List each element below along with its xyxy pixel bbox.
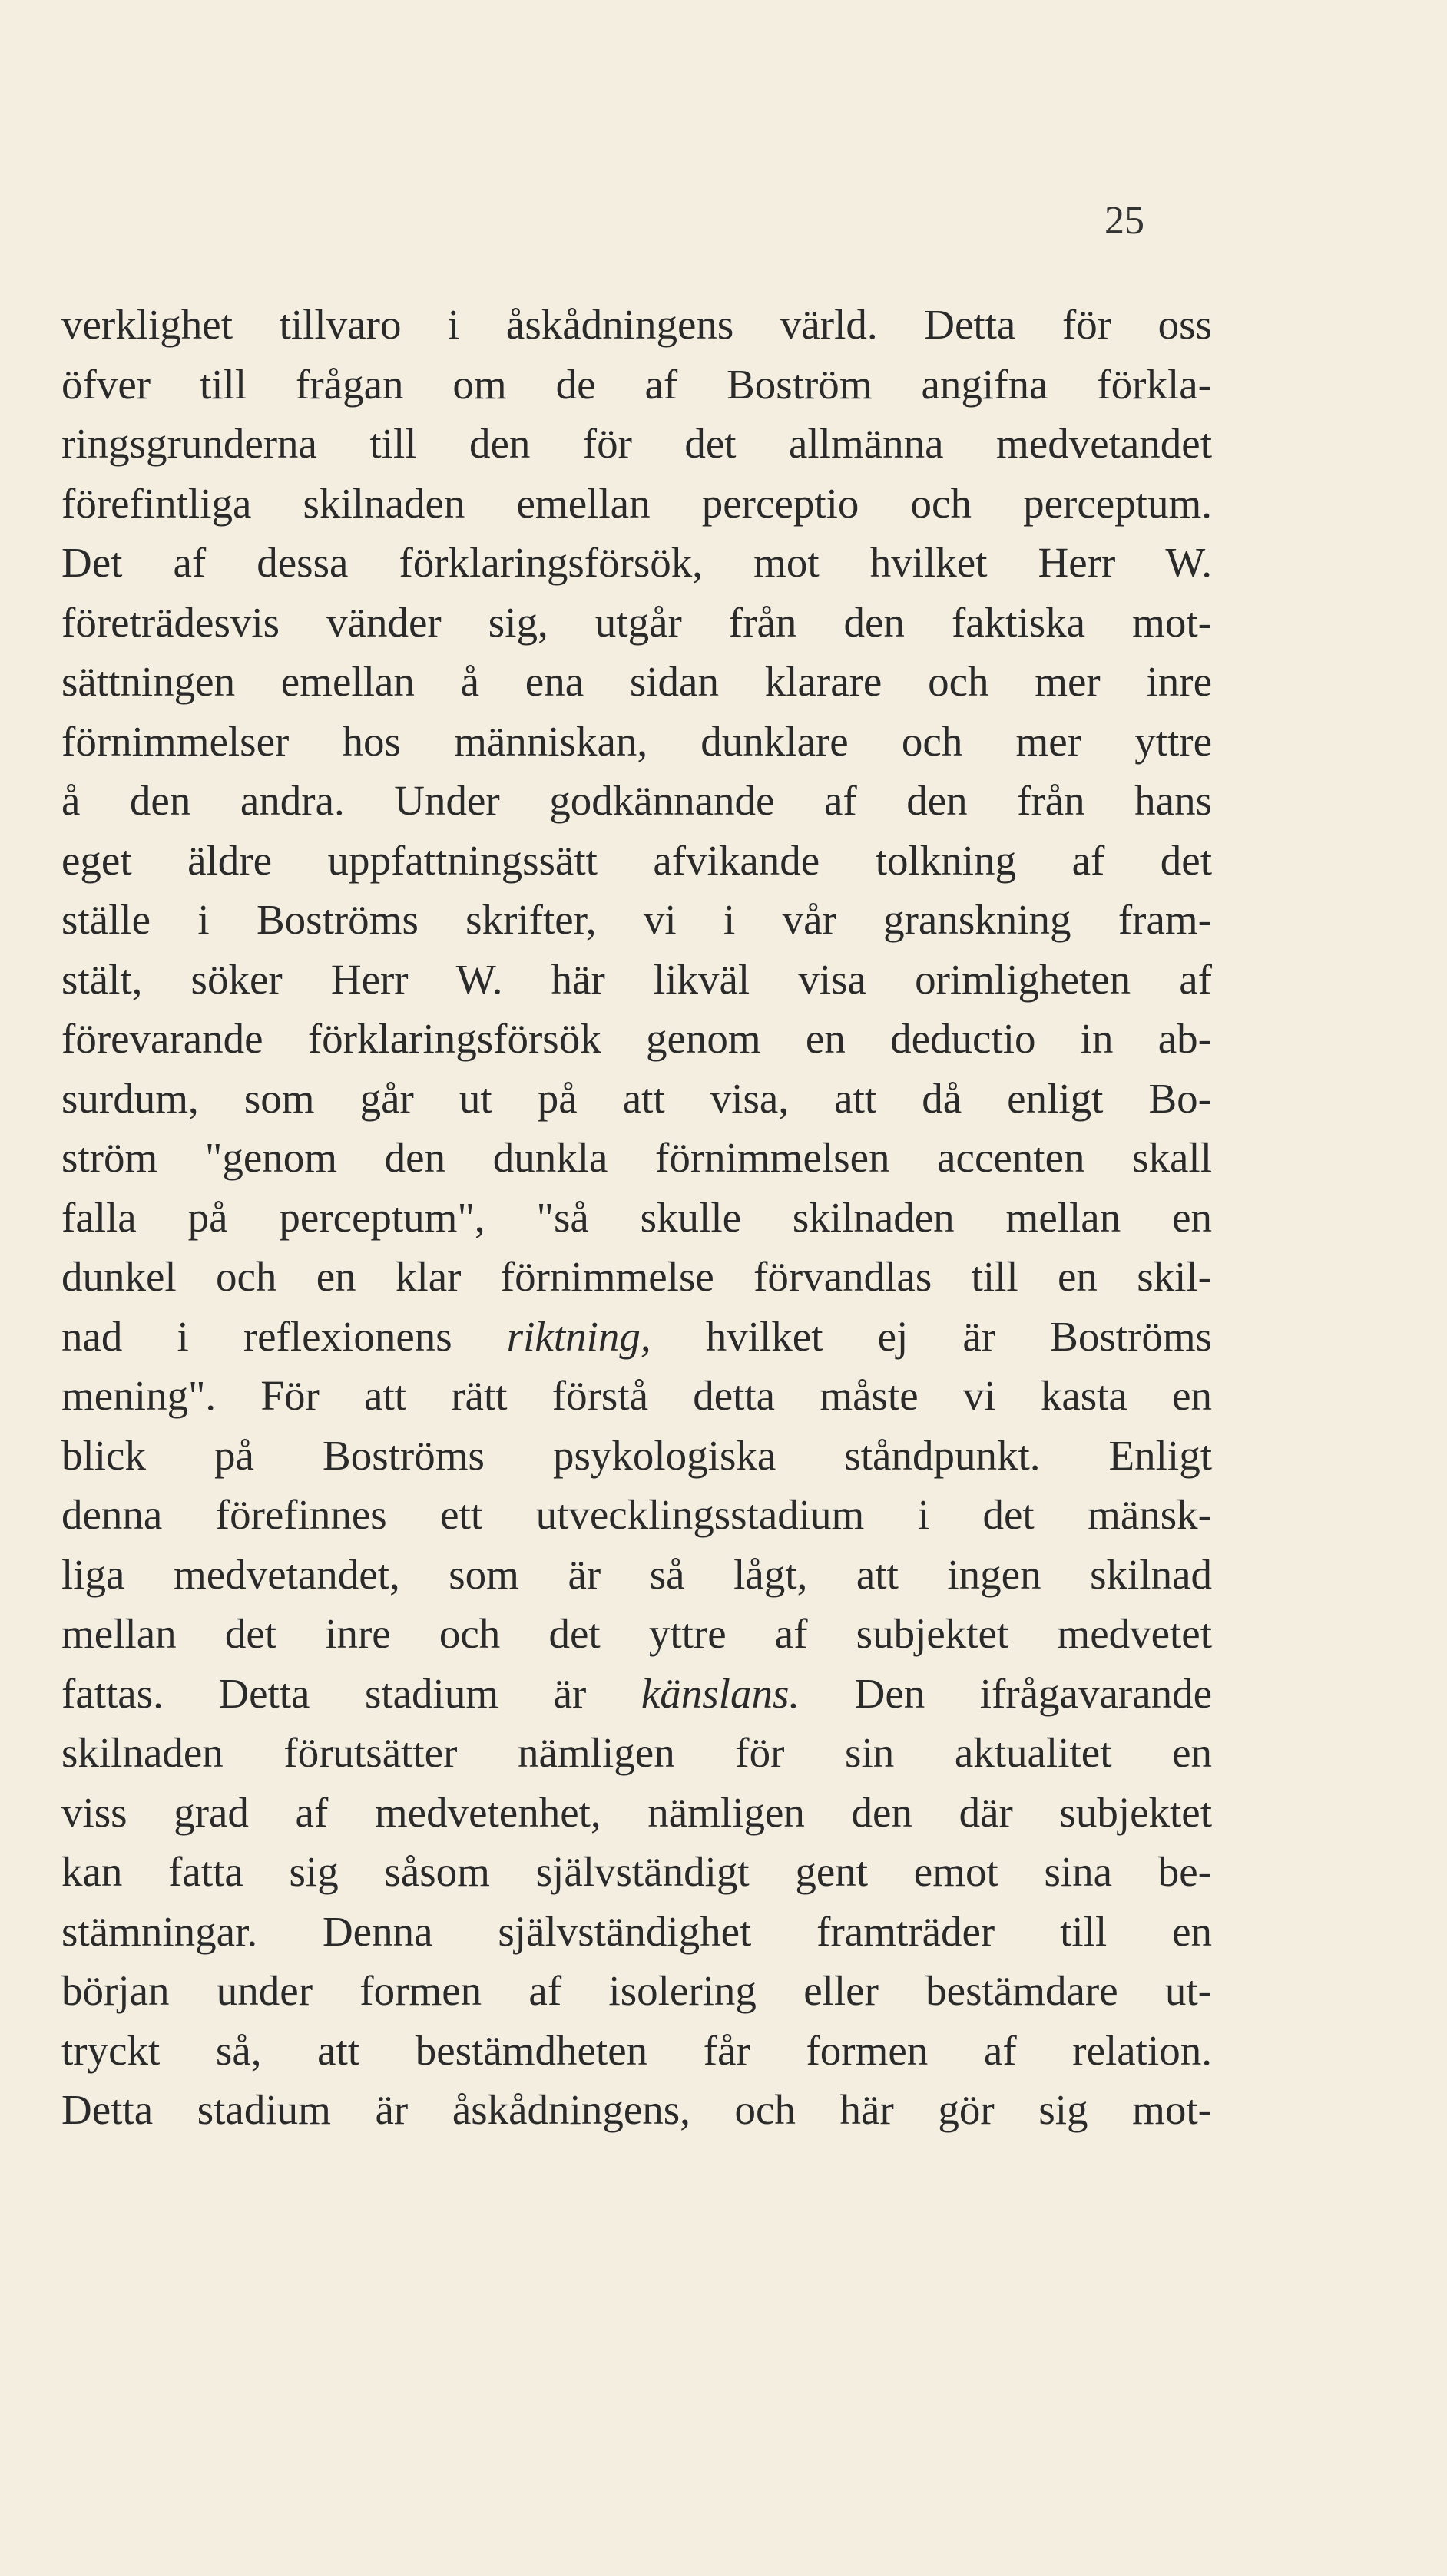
text-line: viss grad af medvetenhet, nämligen den där subjektet	[61, 1788, 1212, 1836]
text-segment: nad i reflexionens	[61, 1312, 452, 1360]
text-line: förnimmelser hos människan, dunklare och mer yttre	[61, 717, 1212, 765]
text-line: denna förefinnes ett utvecklingsstadium i det mänsk-	[61, 1491, 1212, 1538]
page-number: 25	[1104, 199, 1144, 243]
text-line: kan fatta sig såsom självständigt gent emot sina be-	[61, 1848, 1212, 1895]
text-line: mellan det inre och det yttre af subjektet medvetet	[61, 1610, 1212, 1657]
text-line-with-emphasis	[61, 1307, 1212, 1367]
text-segment: hvilket ej är Boströms	[705, 1312, 1213, 1360]
text-line: stält, söker Herr W. här likväl visa orimligheten af	[61, 955, 1212, 1003]
text-segment: fattas. Detta stadium är	[61, 1669, 587, 1717]
text-line-with-emphasis	[61, 1664, 1212, 1724]
text-line: surdum, som går ut på att visa, att då enligt Bo-	[61, 1074, 1212, 1122]
text-line: dunkel och en klar förnimmelse förvandlas till en skil-	[61, 1253, 1212, 1300]
text-line: företrädesvis vänder sig, utgår från den faktiska mot-	[61, 598, 1212, 646]
text-line: mening". För att rätt förstå detta måste vi kasta en	[61, 1372, 1212, 1419]
text-line: liga medvetandet, som är så lågt, att ingen skilnad	[61, 1550, 1212, 1598]
text-line: förefintliga skilnaden emellan perceptio och perceptum.	[61, 479, 1212, 527]
text-segment: Den ifrågavarande	[854, 1669, 1213, 1717]
text-line: ström "genom den dunkla förnimmelsen accenten skall	[61, 1134, 1212, 1181]
text-line: verklighet tillvaro i åskådningens värld. Detta för oss	[61, 301, 1212, 348]
emphasis-kanslans: känslans.	[641, 1669, 800, 1717]
text-line: eget äldre uppfattningssätt afvikande tolkning af det	[61, 836, 1212, 884]
text-line: ställe i Boströms skrifter, vi i vår granskning fram-	[61, 896, 1212, 943]
text-line: å den andra. Under godkännande af den från hans	[61, 777, 1212, 824]
text-line: förevarande förklaringsförsök genom en deductio in ab-	[61, 1015, 1212, 1062]
emphasis-riktning: riktning,	[506, 1312, 651, 1360]
text-line: Detta stadium är åskådningens, och här gör sig mot-	[61, 2086, 1212, 2133]
text-line: sättningen emellan å ena sidan klarare och mer inre	[61, 658, 1212, 705]
text-line: början under formen af isolering eller bestämdare ut-	[61, 1967, 1212, 2014]
text-line: ringsgrunderna till den för det allmänna medvetandet	[61, 420, 1212, 467]
text-line: tryckt så, att bestämdheten får formen af relation.	[61, 2026, 1212, 2074]
text-line: falla på perceptum", "så skulle skilnaden mellan en	[61, 1193, 1212, 1241]
body-text	[61, 295, 1212, 2140]
text-line: öfver till frågan om de af Boström angifna förkla-	[61, 360, 1212, 408]
text-line: stämningar. Denna självständighet framträder till en	[61, 1907, 1212, 1955]
text-line: blick på Boströms psykologiska ståndpunkt. Enligt	[61, 1431, 1212, 1479]
text-line: skilnaden förutsätter nämligen för sin aktualitet en	[61, 1729, 1212, 1776]
text-line: Det af dessa förklaringsförsök, mot hvilket Herr W.	[61, 539, 1212, 586]
